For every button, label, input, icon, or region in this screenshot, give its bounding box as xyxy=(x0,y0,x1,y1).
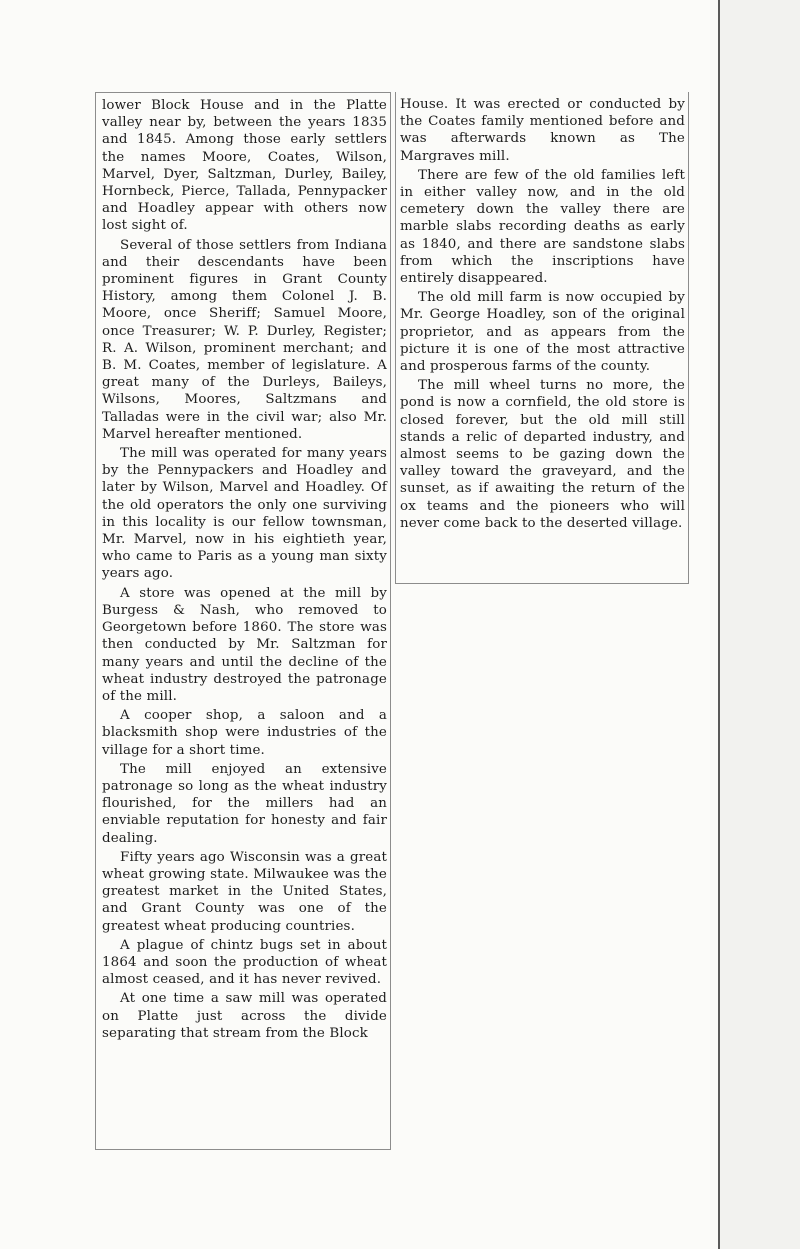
paragraph: Several of those settlers from Indiana and their descendants have been prominent figures in Grant County History, among them Colonel J. B. Moore, once Sheriff; Samuel Moore, once Treasurer; W. P. Durley, Register; R. A. Wilson, prominent merchant; and B. M. Coates, member of legislature. A great many of the Durleys, Baileys, Wilsons, Moores, Saltzmans and Talladas were in the civil war; also Mr. Marvel hereafter mentioned. xyxy=(102,237,387,442)
paragraph: The old mill farm is now occupied by Mr. George Hoadley, son of the original proprietor, and as appears from the picture it is one of the most attractive and prosperous farms of the county. xyxy=(400,290,685,375)
paragraph: At one time a saw mill was operated on Platte just across the divide separating that stream from the Block xyxy=(102,991,387,1041)
paragraph: The mill was operated for many years by the Pennypackers and Hoadley and later by Wilson, Marvel and Hoadley. Of the old operators the only one surviving in this locality is our fellow townsman, Mr. Marvel, now in his eightieth year, who came to Paris as a young man sixty years ago. xyxy=(102,446,387,582)
right-column xyxy=(395,92,689,584)
paragraph: There are few of the old families left in either valley now, and in the old cemetery down the valley there are marble slabs recording deaths as early as 1840, and there are sandstone slabs from which the inscriptions have entirely disappeared. xyxy=(400,167,685,287)
paragraph: A store was opened at the mill by Burgess & Nash, who removed to Georgetown before 1860. The store was then conducted by Mr. Saltzman for many years and until the decline of the wheat industry destroyed the patronage of the mill. xyxy=(102,585,387,704)
paragraph: lower Block House and in the Platte valley near by, between the years 1835 and 1845. Among those early settlers the names Moore, Coates, Wilson, Marvel, Dyer, Saltzman, Durley, Bailey, Hornbeck, Pierce, Tallada, Pennypacker and Hoadley appear with others now lost sight of. xyxy=(102,98,387,234)
paragraph: The mill wheel turns no more, the pond is now a cornfield, the old store is closed forever, but the old mill still stands a relic of departed industry, and almost seems to be gazing down the valley toward the graveyard, and the sunset, as if awaiting the return of the ox teams and the pioneers who will never come back to the deserted village. xyxy=(400,378,685,531)
paragraph: The mill enjoyed an extensive patronage so long as the wheat industry flourished, for the millers had an enviable reputation for honesty and fair dealing. xyxy=(102,761,387,846)
left-column xyxy=(95,92,391,1150)
paragraph: A plague of chintz bugs set in about 1864 and soon the production of wheat almost ceased, and it has never revived. xyxy=(102,937,387,988)
paragraph: A cooper shop, a saloon and a blacksmith shop were industries of the village for a short time. xyxy=(102,708,387,758)
paragraph: House. It was erected or conducted by the Coates family mentioned before and was afterwards known as The Margraves mill. xyxy=(400,97,685,164)
newspaper-clipping xyxy=(95,92,693,1152)
paragraph: Fifty years ago Wisconsin was a great wheat growing state. Milwaukee was the greatest market in the United States, and Grant County was one of the greatest wheat producing countries. xyxy=(102,849,387,934)
scan-margin xyxy=(720,0,800,1249)
